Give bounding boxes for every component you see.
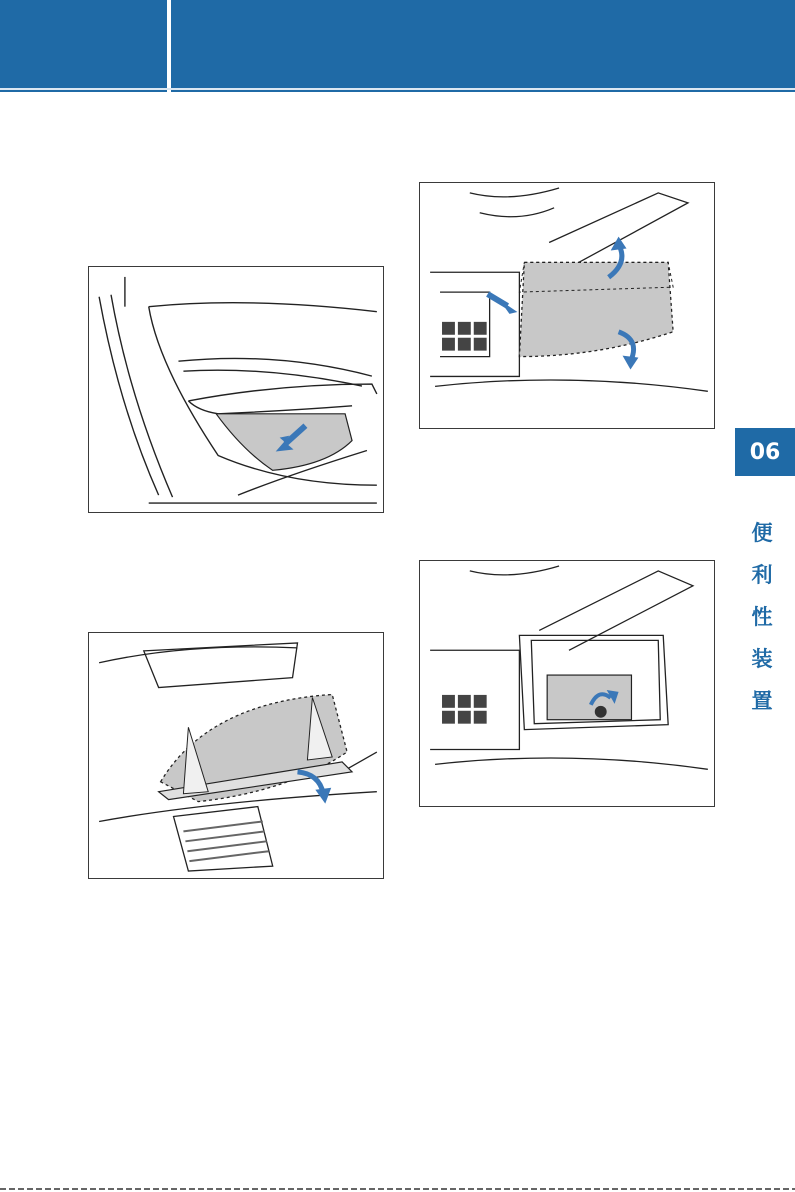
- glovebox-illustration: [89, 633, 383, 878]
- chapter-number-tab: 06: [735, 428, 795, 476]
- door-pocket-figure: [88, 266, 384, 513]
- armrest-storage-illustration: [420, 561, 714, 806]
- chapter-title-vertical: [745, 520, 779, 714]
- chapter-title-char: 性: [751, 605, 773, 629]
- header-band: [0, 0, 795, 92]
- chapter-title-char: 装: [751, 647, 773, 671]
- chapter-title-char: 置: [751, 689, 773, 713]
- footer-dashed-rule: [0, 1188, 795, 1190]
- armrest-storage-figure: [419, 560, 715, 807]
- header-divider: [167, 0, 171, 92]
- door-pocket-illustration: [89, 267, 383, 512]
- push-arrow-icon: [488, 294, 518, 314]
- vent-icon: [442, 695, 487, 724]
- armrest-open-illustration: [420, 183, 714, 428]
- armrest-open-figure: [419, 182, 715, 429]
- header-underline: [0, 88, 795, 90]
- vent-icon: [442, 322, 487, 351]
- chapter-title-char: 利: [751, 563, 773, 587]
- glovebox-figure: [88, 632, 384, 879]
- chapter-title-char: 便: [751, 521, 773, 545]
